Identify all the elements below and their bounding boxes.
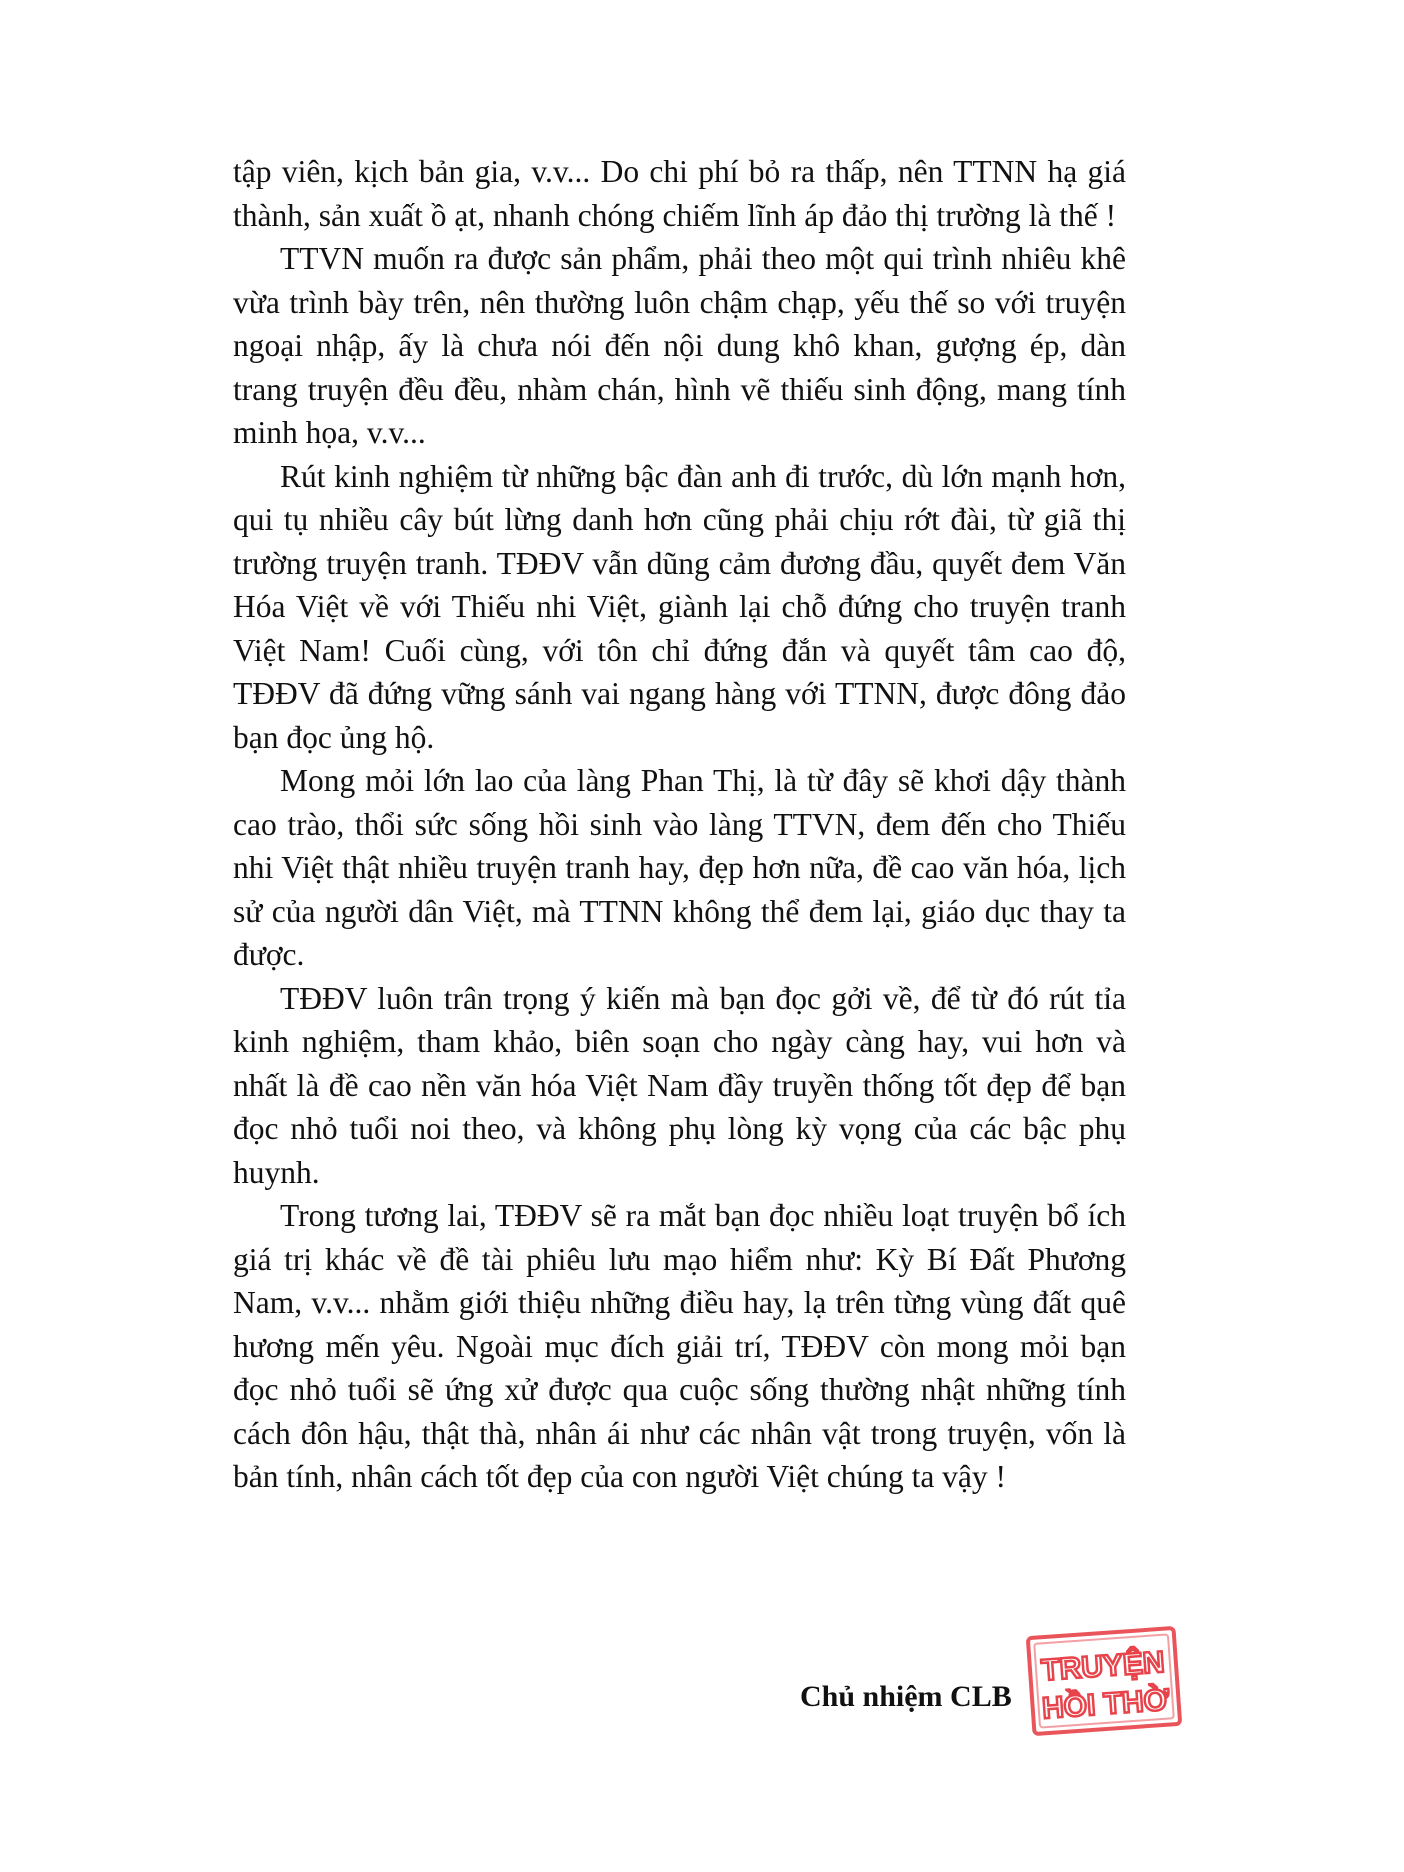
paragraph-5: TĐĐV luôn trân trọng ý kiến mà bạn đọc gởi về, để từ đó rút tỉa kinh nghiệm, tham khảo, biên soạn cho ngày càng hay, vui hơn và nhất là đề cao nền văn hóa Việt Nam đầy truyền thống tốt đẹp để bạn đọc nhỏ tuổi noi theo, và không phụ lòng kỳ vọng của các bậc phụ huynh. — [233, 980, 1126, 1190]
body-text — [233, 150, 1126, 1499]
paragraph-2: TTVN muốn ra được sản phẩm, phải theo một qui trình nhiêu khê vừa trình bày trên, nên thường luôn chậm chạp, yếu thế so với truyện ngoại nhập, ấy là chưa nói đến nội dung khô khan, gượng ép, dàn trang truyện đều đều, nhàm chán, hình vẽ thiếu sinh động, mang tính minh họa, v.v... — [233, 241, 1126, 450]
watermark-line-2: HỒI THỜ — [1041, 1683, 1171, 1726]
paragraph-1: tập viên, kịch bản gia, v.v... Do chi phí bỏ ra thấp, nên TTNN hạ giá thành, sản xuất ồ ạt, nhanh chóng chiếm lĩnh áp đảo thị trường là thế ! — [233, 154, 1126, 233]
paragraph-3: Rút kinh nghiệm từ những bậc đàn anh đi trước, dù lớn mạnh hơn, qui tụ nhiều cây bút lừng danh hơn cũng phải chịu rớt đài, từ giã thị trường truyện tranh. TĐĐV vẫn dũng cảm đương đầu, quyết đem Văn Hóa Việt về với Thiếu nhi Việt, giành lại chỗ đứng cho truyện tranh Việt Nam! Cuối cùng, với tôn chỉ đứng đắn và quyết tâm cao độ, TĐĐV đã đứng vững sánh vai ngang hàng với TTNN, được đông đảo bạn đọc ủng hộ. — [233, 458, 1126, 755]
signature: Chủ nhiệm CLB — [800, 1680, 1012, 1713]
watermark-line-1: TRUYỆN — [1040, 1645, 1166, 1688]
watermark-logo — [1022, 1623, 1185, 1740]
paragraph-4: Mong mỏi lớn lao của làng Phan Thị, là từ đây sẽ khơi dậy thành cao trào, thổi sức sống hồi sinh vào làng TTVN, đem đến cho Thiếu nhi Việt thật nhiều truyện tranh hay, đẹp hơn nữa, đề cao văn hóa, lịch sử của người dân Việt, mà TTNN không thể đem lại, giáo dục thay ta được. — [233, 763, 1126, 972]
paragraph-6: Trong tương lai, TĐĐV sẽ ra mắt bạn đọc nhiều loạt truyện bổ ích giá trị khác về đề tài phiêu lưu mạo hiểm như: Kỳ Bí Đất Phương Nam, v.v... nhằm giới thiệu những điều hay, lạ trên từng vùng đất quê hương mến yêu. Ngoài mục đích giải trí, TĐĐV còn mong mỏi bạn đọc nhỏ tuổi sẽ ứng xử được qua cuộc sống thường nhật những tính cách đôn hậu, thật thà, nhân ái như các nhân vật trong truyện, vốn là bản tính, nhân cách tốt đẹp của con người Việt chúng ta vậy ! — [233, 1198, 1126, 1494]
